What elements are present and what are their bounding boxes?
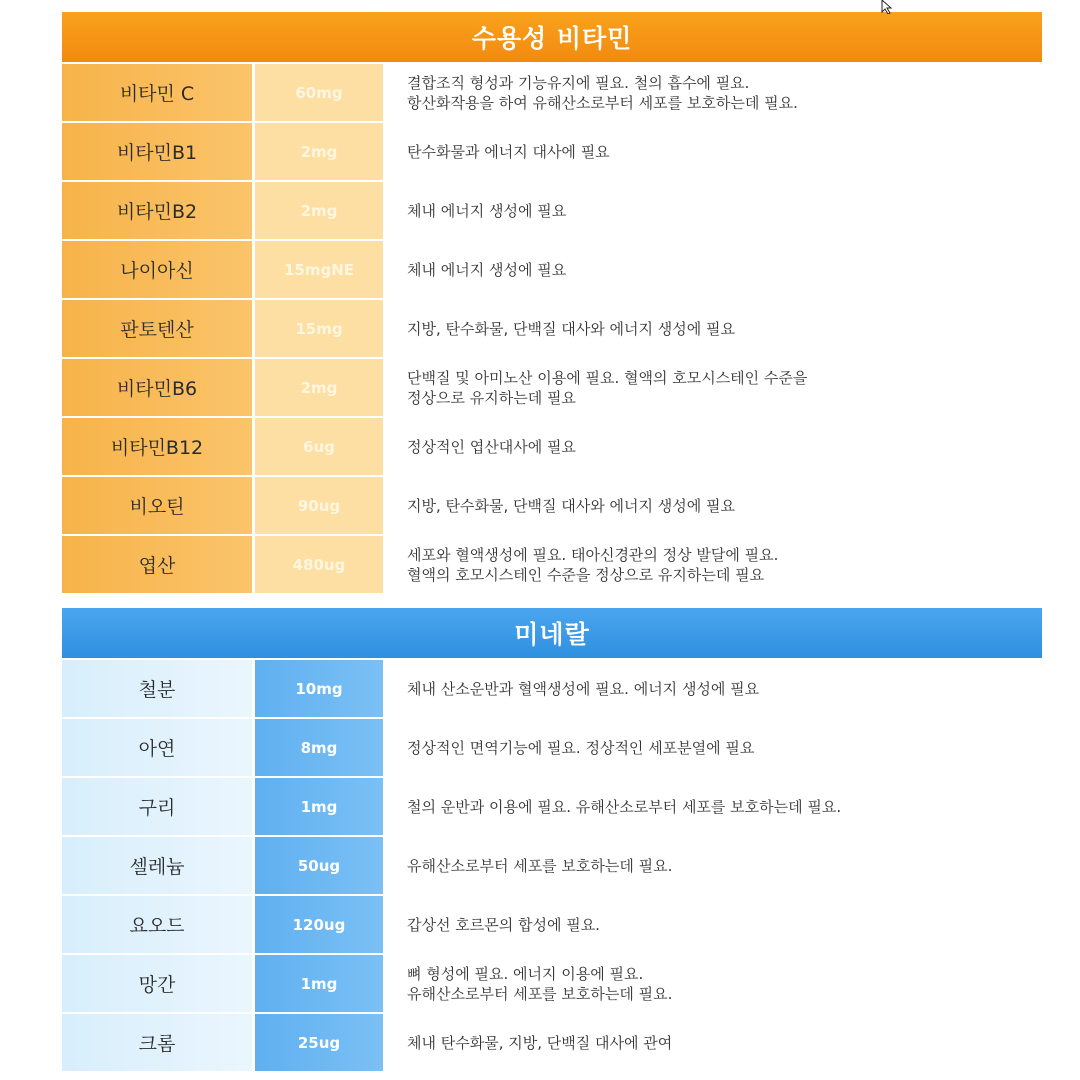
nutrient-description: [383, 300, 1042, 357]
nutrient-name: 요오드: [62, 896, 252, 953]
nutrient-name: 크롬: [62, 1014, 252, 1071]
description-line: 결합조직 형성과 기능유지에 필요. 철의 흡수에 필요.: [407, 73, 750, 92]
description-line: 체내 탄수화물, 지방, 단백질 대사에 관여: [407, 1033, 673, 1052]
nutrient-name: 비타민 C: [62, 64, 252, 121]
nutrient-amount: 50ug: [255, 837, 383, 894]
nutrient-description: [383, 837, 1042, 894]
nutrient-description: [383, 536, 1042, 593]
description-line: 체내 산소운반과 혈액생성에 필요. 에너지 생성에 필요: [407, 679, 760, 698]
table-row: [62, 534, 1042, 593]
nutrient-description: [383, 123, 1042, 180]
nutrient-amount: 2mg: [255, 359, 383, 416]
nutrient-amount: 10mg: [255, 660, 383, 717]
nutrient-name: 엽산: [62, 536, 252, 593]
description-line: 혈액의 호모시스테인 수준을 정상으로 유지하는데 필요: [407, 565, 765, 584]
nutrient-description: [383, 359, 1042, 416]
nutrient-amount: 60mg: [255, 64, 383, 121]
mouse-pointer-icon: [880, 0, 900, 14]
nutrient-name: 셀레늄: [62, 837, 252, 894]
table-row: [62, 180, 1042, 239]
description-line: 철의 운반과 이용에 필요. 유해산소로부터 세포를 보호하는데 필요.: [407, 797, 842, 816]
table-row: [62, 239, 1042, 298]
nutrient-description: [383, 896, 1042, 953]
nutrient-amount: 2mg: [255, 182, 383, 239]
table-row: [62, 416, 1042, 475]
nutrient-description: [383, 719, 1042, 776]
table-row: [62, 298, 1042, 357]
description-line: 갑상선 호르몬의 합성에 필요.: [407, 915, 600, 934]
description-line: 유해산소로부터 세포를 보호하는데 필요.: [407, 856, 673, 875]
nutrient-description: [383, 778, 1042, 835]
table-row: [62, 62, 1042, 121]
nutrient-amount: 2mg: [255, 123, 383, 180]
nutrient-name: 철분: [62, 660, 252, 717]
nutrient-description: [383, 955, 1042, 1012]
table-row: [62, 717, 1042, 776]
description-line: 정상적인 엽산대사에 필요: [407, 437, 576, 456]
nutrient-name: 비타민B12: [62, 418, 252, 475]
nutrient-amount: 15mg: [255, 300, 383, 357]
nutrient-amount: 25ug: [255, 1014, 383, 1071]
table-row: [62, 894, 1042, 953]
nutrient-name: 판토텐산: [62, 300, 252, 357]
vitamin-table-title: 수용성 비타민: [62, 12, 1042, 62]
table-row: [62, 1012, 1042, 1071]
description-line: 체내 에너지 생성에 필요: [407, 201, 567, 220]
description-line: 체내 에너지 생성에 필요: [407, 260, 567, 279]
nutrient-name: 비타민B6: [62, 359, 252, 416]
mineral-table-title: 미네랄: [62, 608, 1042, 658]
nutrient-description: [383, 477, 1042, 534]
description-line: 정상으로 유지하는데 필요: [407, 388, 576, 407]
table-row: [62, 121, 1042, 180]
nutrient-description: [383, 1014, 1042, 1071]
nutrient-amount: 1mg: [255, 955, 383, 1012]
nutrient-name: 비타민B1: [62, 123, 252, 180]
vitamin-table: [62, 12, 1042, 593]
nutrient-amount: 90ug: [255, 477, 383, 534]
nutrient-name: 나이아신: [62, 241, 252, 298]
table-row: [62, 475, 1042, 534]
nutrient-amount: 6ug: [255, 418, 383, 475]
table-row: [62, 953, 1042, 1012]
nutrient-description: [383, 418, 1042, 475]
description-line: 탄수화물과 에너지 대사에 필요: [407, 142, 610, 161]
description-line: 유해산소로부터 세포를 보호하는데 필요.: [407, 984, 673, 1003]
table-row: [62, 776, 1042, 835]
nutrient-name: 구리: [62, 778, 252, 835]
description-line: 지방, 탄수화물, 단백질 대사와 에너지 생성에 필요: [407, 319, 735, 338]
nutrient-amount: 1mg: [255, 778, 383, 835]
description-line: 지방, 탄수화물, 단백질 대사와 에너지 생성에 필요: [407, 496, 735, 515]
description-line: 단백질 및 아미노산 이용에 필요. 혈액의 호모시스테인 수준을: [407, 368, 808, 387]
description-line: 뼈 형성에 필요. 에너지 이용에 필요.: [407, 964, 644, 983]
nutrient-name: 비타민B2: [62, 182, 252, 239]
nutrient-description: [383, 64, 1042, 121]
nutrient-amount: 15mgNE: [255, 241, 383, 298]
nutrient-amount: 480ug: [255, 536, 383, 593]
table-row: [62, 835, 1042, 894]
description-line: 정상적인 면역기능에 필요. 정상적인 세포분열에 필요: [407, 738, 755, 757]
nutrient-description: [383, 241, 1042, 298]
table-row: [62, 357, 1042, 416]
nutrient-name: 비오틴: [62, 477, 252, 534]
description-line: 세포와 혈액생성에 필요. 태아신경관의 정상 발달에 필요.: [407, 545, 779, 564]
nutrient-description: [383, 660, 1042, 717]
vitamin-rows: [62, 62, 1042, 593]
nutrient-name: 아연: [62, 719, 252, 776]
nutrient-amount: 120ug: [255, 896, 383, 953]
nutrient-name: 망간: [62, 955, 252, 1012]
table-row: [62, 658, 1042, 717]
mineral-table: [62, 608, 1042, 1071]
mineral-rows: [62, 658, 1042, 1071]
description-line: 항산화작용을 하여 유해산소로부터 세포를 보호하는데 필요.: [407, 93, 798, 112]
nutrient-description: [383, 182, 1042, 239]
nutrient-amount: 8mg: [255, 719, 383, 776]
